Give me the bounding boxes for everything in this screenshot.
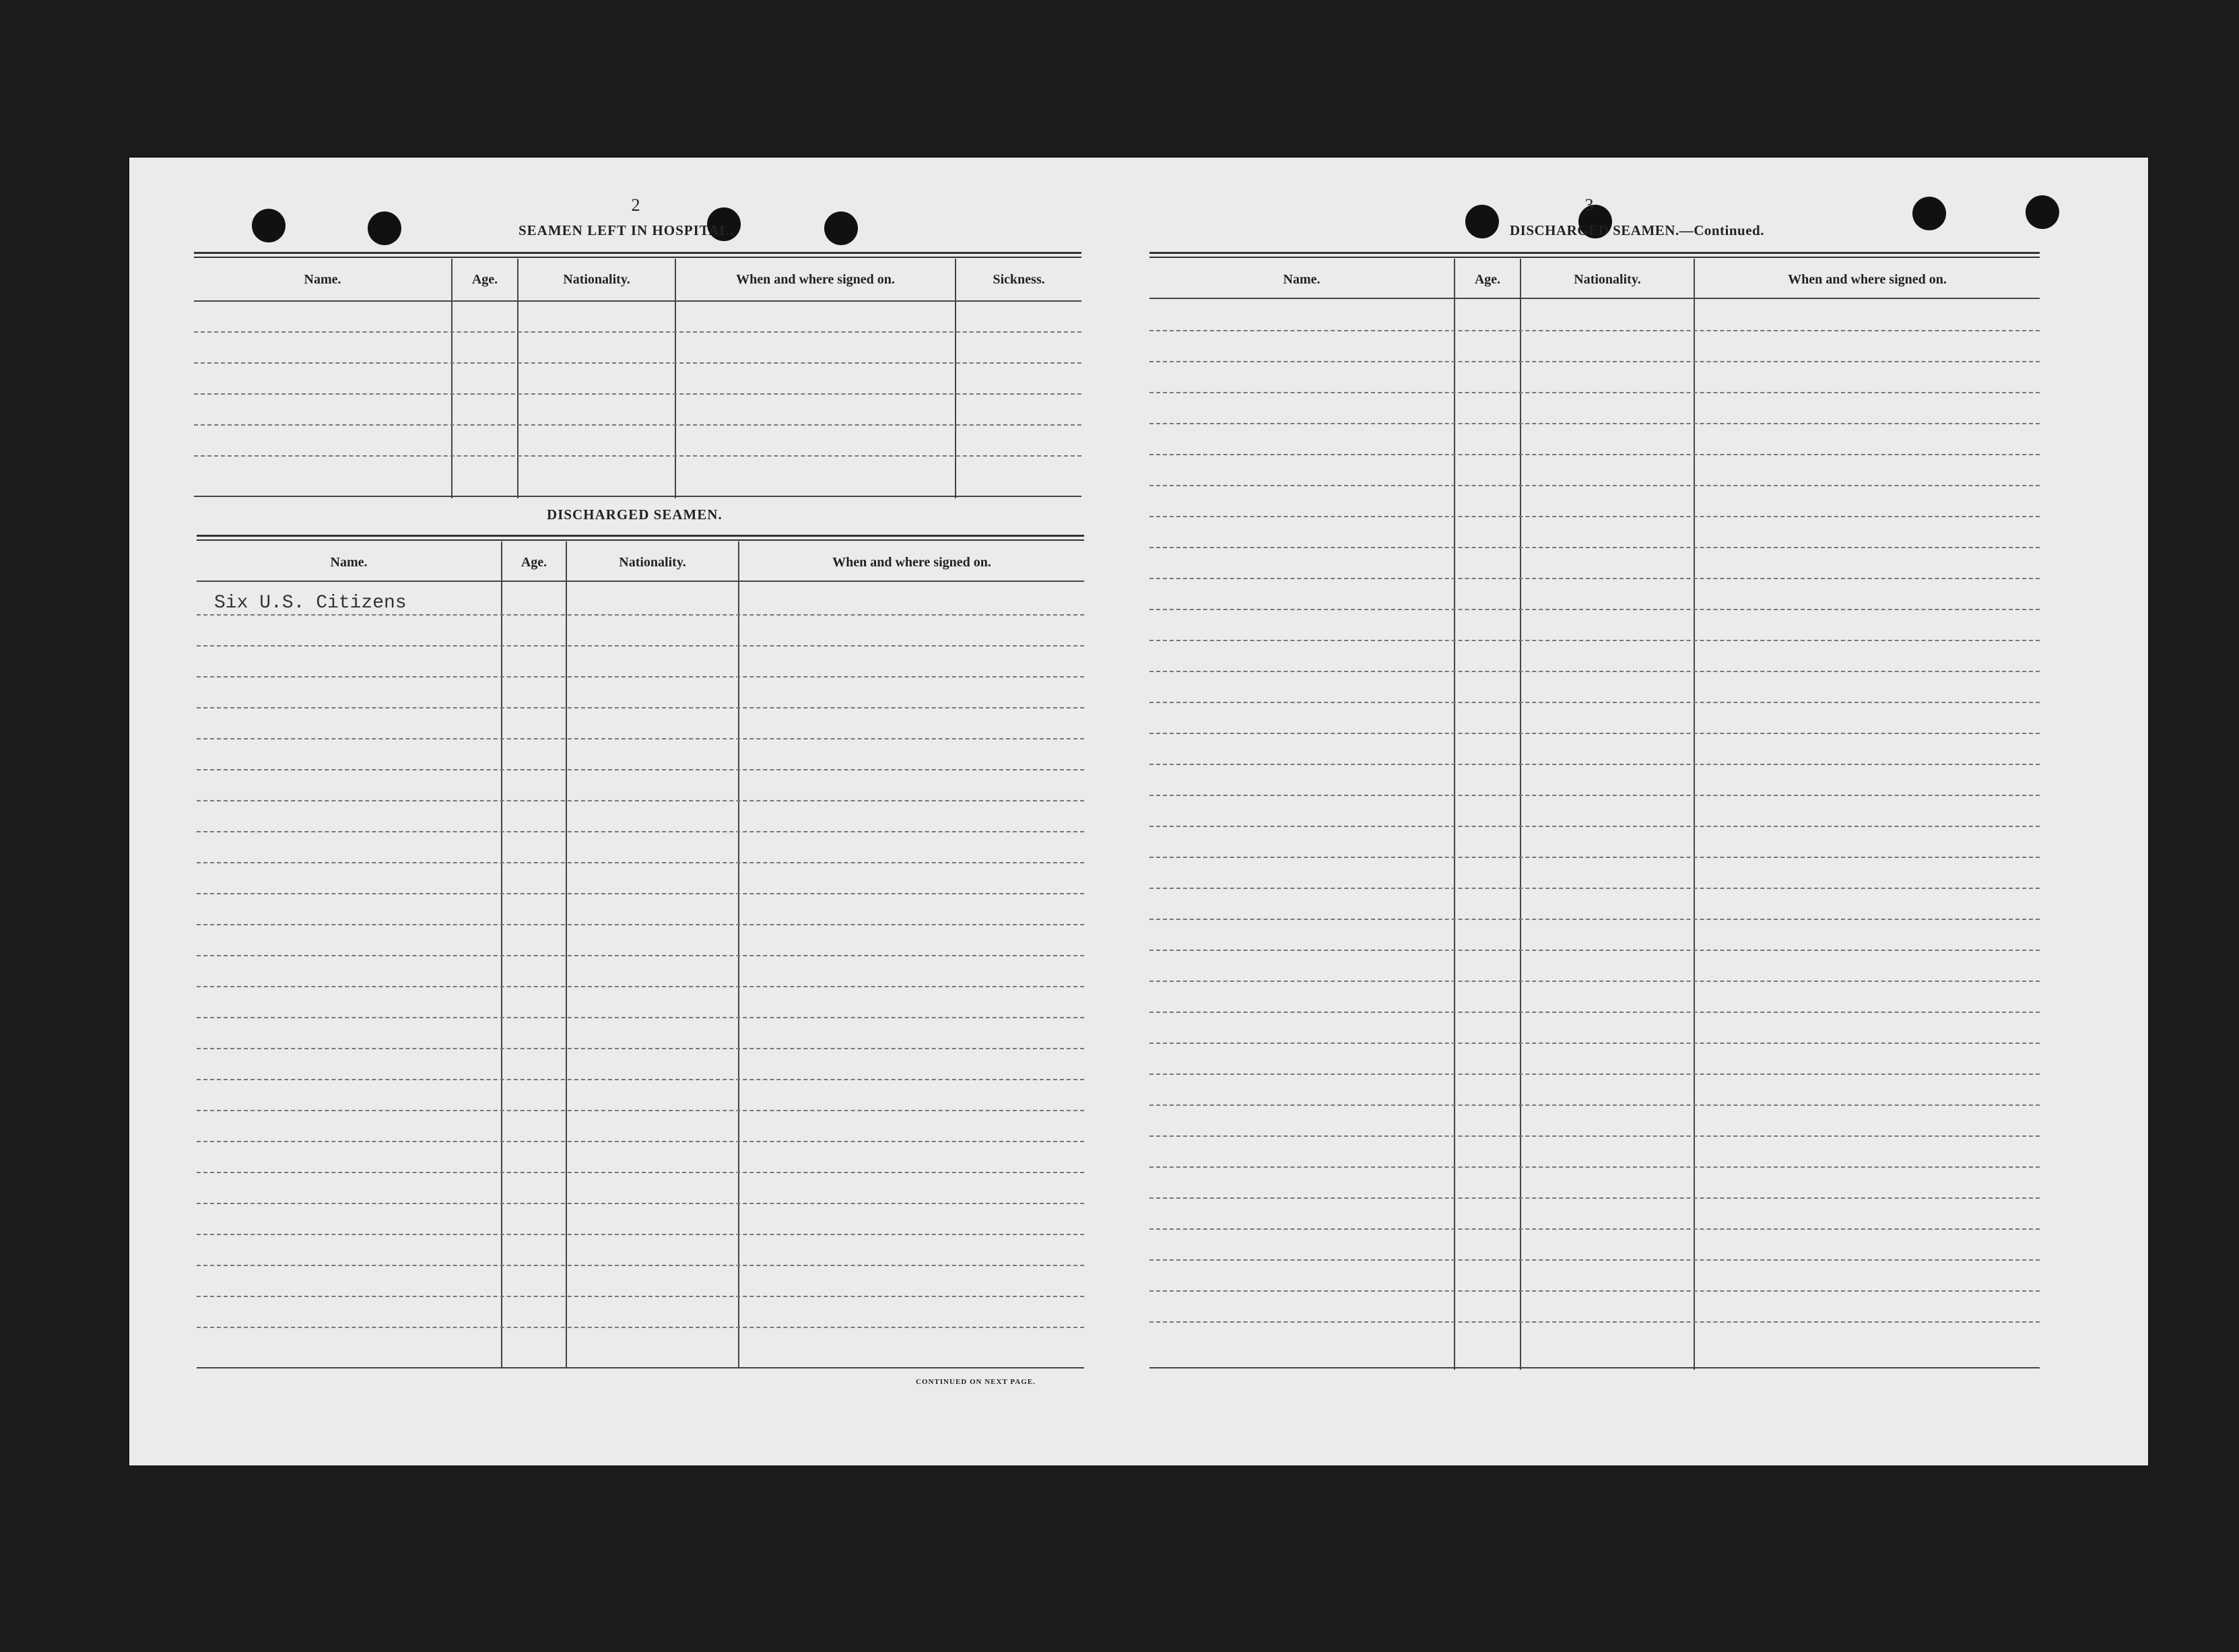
punch-hole <box>824 211 858 245</box>
column-header: Sickness. <box>993 272 1045 287</box>
page-number: 2 <box>631 195 640 215</box>
column-header: When and where signed on. <box>736 272 895 287</box>
column-header: Name. <box>304 272 341 287</box>
column-header: Nationality. <box>1574 272 1641 287</box>
column-header: Name. <box>1283 272 1321 287</box>
column-header: Nationality. <box>563 272 630 287</box>
discharged-table <box>197 535 1084 1370</box>
hospital-table <box>194 252 1081 498</box>
punch-hole <box>1465 205 1499 238</box>
punch-hole <box>2026 195 2059 229</box>
hospital-section-title: SEAMEN LEFT IN HOSPITAL. <box>519 222 734 238</box>
column-header: Age. <box>521 555 547 570</box>
discharged-section-title: DISCHARGED SEAMEN. <box>547 506 723 523</box>
punch-hole <box>1912 197 1946 230</box>
right-page <box>1143 158 2148 1465</box>
discharged-continued-title: DISCHARGED SEAMEN.—Continued. <box>1510 222 1764 238</box>
punch-hole <box>252 209 286 242</box>
continued-note: CONTINUED ON NEXT PAGE. <box>916 1378 1036 1386</box>
typed-entry: Six U.S. Citizens <box>214 593 407 614</box>
left-page <box>129 158 1092 1465</box>
column-header: When and where signed on. <box>1788 272 1947 287</box>
document-sheet <box>129 158 2148 1465</box>
column-header: When and where signed on. <box>832 555 991 570</box>
column-header: Name. <box>330 555 368 570</box>
discharged-continued-table <box>1149 252 2040 1370</box>
column-header: Age. <box>1474 272 1501 287</box>
page-number: 3 <box>1584 195 1594 215</box>
column-header: Nationality. <box>619 555 686 570</box>
punch-hole <box>368 211 401 245</box>
column-header: Age. <box>471 272 498 287</box>
